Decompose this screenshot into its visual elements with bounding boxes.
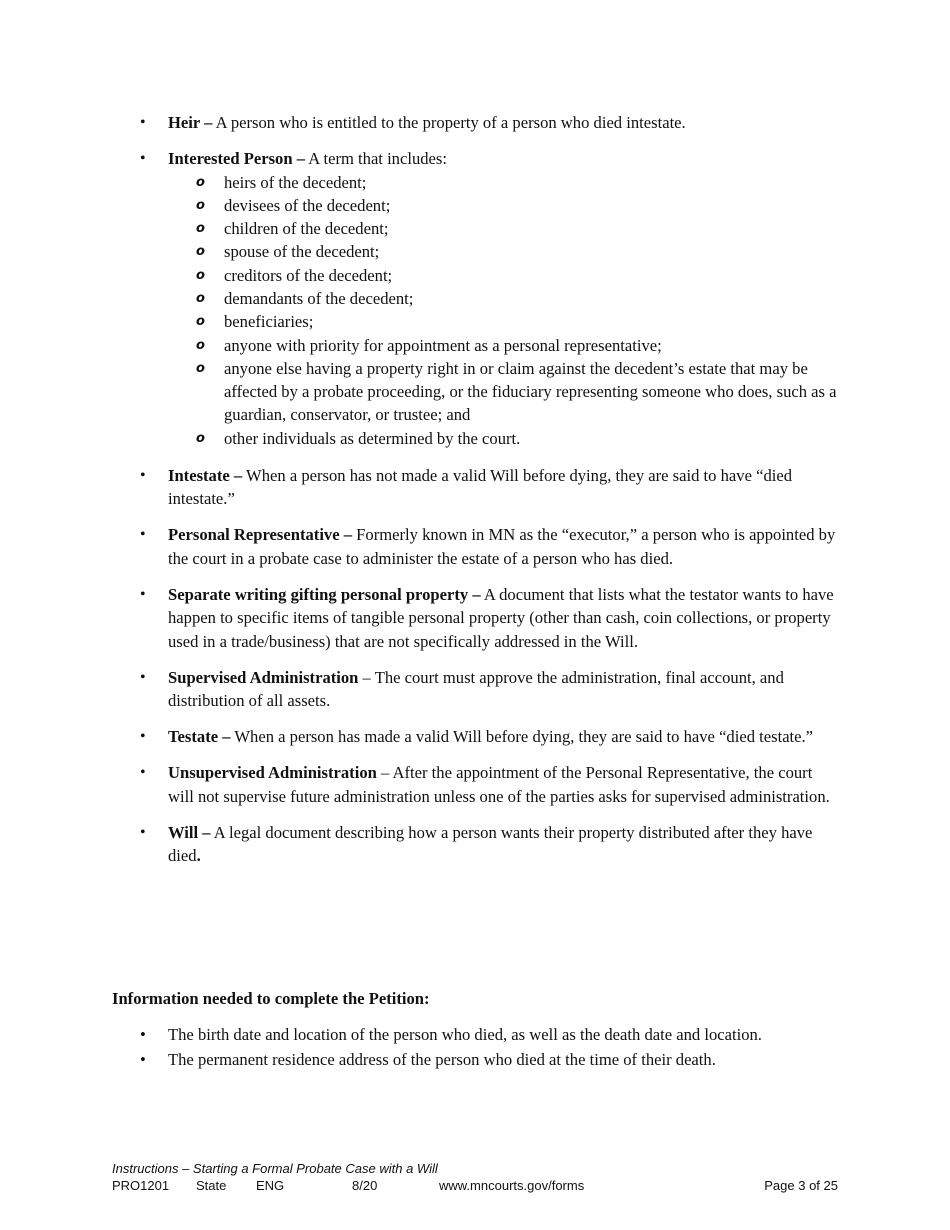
term-definition: A term that includes: — [305, 149, 447, 168]
term-label: Heir – — [168, 113, 213, 132]
info-list-item: • The permanent residence address of the person who died at the time of their death. — [140, 1048, 840, 1073]
sub-list-item: o heirs of the decedent; — [196, 171, 840, 194]
circle-bullet-icon: o — [196, 360, 205, 376]
circle-bullet-icon: o — [196, 174, 205, 190]
footer-page-number: Page 3 of 25 — [764, 1178, 838, 1193]
sub-list-item: o anyone else having a property right in or claim against the decedent’s estate that may be affected by a probate proceeding, or the fiduciary representing someone who does, such as a guardian, conservator, or trustee; and — [196, 358, 837, 425]
circle-bullet-icon: o — [196, 430, 205, 446]
circle-bullet-icon: o — [196, 337, 205, 353]
circle-bullet-icon: o — [196, 244, 205, 260]
term-definition: When a person has made a valid Will before dying, they are said to have “died testate.” — [230, 727, 814, 747]
term-definition: Formerly known in MN as the “executor,” a person who is appointed by the court in a probate case to administer the estate of a person who has died. — [168, 525, 836, 568]
footer-form-code: PRO1201 — [112, 1178, 170, 1193]
term-definition: A legal document describing how a person wants their property distributed after they have died — [168, 822, 813, 866]
term-label: Intestate – — [168, 465, 243, 485]
glossary-item-supervised-administration — [140, 666, 840, 713]
footer-state: State — [196, 1178, 227, 1193]
term-definition: When a person has not made a valid Will before dying, they are said to have “died intestate.” — [168, 465, 793, 509]
term-label: Separate writing gifting personal property – — [168, 584, 481, 604]
term-definition: – After the appointment of the Personal Representative, the court will not supervise future administration unless one of the parties asks for supervised administration. — [168, 763, 830, 806]
sub-list-item: o creditors of the decedent; — [196, 264, 840, 287]
circle-bullet-icon: o — [196, 290, 205, 306]
sub-list-item: o spouse of the decedent; — [196, 240, 840, 263]
footer-language: ENG — [256, 1178, 285, 1193]
term-tail: . — [196, 846, 201, 866]
circle-bullet-icon: o — [196, 221, 205, 237]
section-heading: Information needed to complete the Petition: — [112, 989, 430, 1008]
term-definition: A person who is entitled to the property of a person who died intestate. — [212, 113, 686, 132]
term-label: Testate – — [168, 727, 231, 747]
glossary-item-intestate — [140, 464, 840, 511]
term-definition: A document that lists what the testator wants to have happen to specific items of tangible personal property (other than cash, coin collections, or property used in a trade/business) that are not specifically addressed in the Will. — [168, 584, 834, 651]
sub-list-item: o other individuals as determined by the court. — [196, 427, 840, 450]
glossary-item-unsupervised-administration — [140, 761, 840, 808]
term-definition: – The court must approve the administration, final account, and distribution of all assets. — [168, 667, 784, 711]
term-label: Supervised Administration — [168, 667, 359, 687]
footer-url-link[interactable]: www.mncourts.gov/forms — [439, 1178, 585, 1193]
glossary-item-heir — [140, 111, 840, 135]
glossary-item-personal-representative — [140, 523, 840, 570]
circle-bullet-icon: o — [196, 197, 205, 213]
term-label: Personal Representative – — [168, 525, 353, 545]
footer-info-row — [112, 1177, 838, 1194]
sub-list-item: o beneficiaries; — [196, 310, 840, 333]
info-list-item: • The birth date and location of the person who died, as well as the death date and location. — [140, 1023, 840, 1048]
circle-bullet-icon: o — [196, 267, 205, 283]
info-list — [140, 1023, 840, 1072]
interested-person-sublist — [168, 171, 840, 451]
footer-title: Instructions – Starting a Formal Probate Case with a Will — [112, 1161, 438, 1176]
sub-list-item: o demandants of the decedent; — [196, 287, 840, 310]
sub-list-item: o anyone with priority for appointment as a personal representative; — [196, 334, 840, 357]
page-footer — [112, 1160, 838, 1194]
term-label: Unsupervised Administration — [168, 763, 377, 783]
term-label: Interested Person – — [168, 149, 306, 168]
glossary-item-testate — [140, 725, 840, 749]
glossary-item-will — [140, 821, 840, 868]
circle-bullet-icon: o — [196, 314, 205, 330]
sub-list-item: o devisees of the decedent; — [196, 194, 840, 217]
term-label: Will – — [168, 822, 211, 842]
glossary-item-separate-writing — [140, 583, 840, 654]
sub-list-item: o children of the decedent; — [196, 217, 840, 240]
footer-date: 8/20 — [352, 1178, 378, 1193]
glossary-list — [140, 111, 840, 880]
glossary-item-interested-person — [140, 147, 840, 450]
